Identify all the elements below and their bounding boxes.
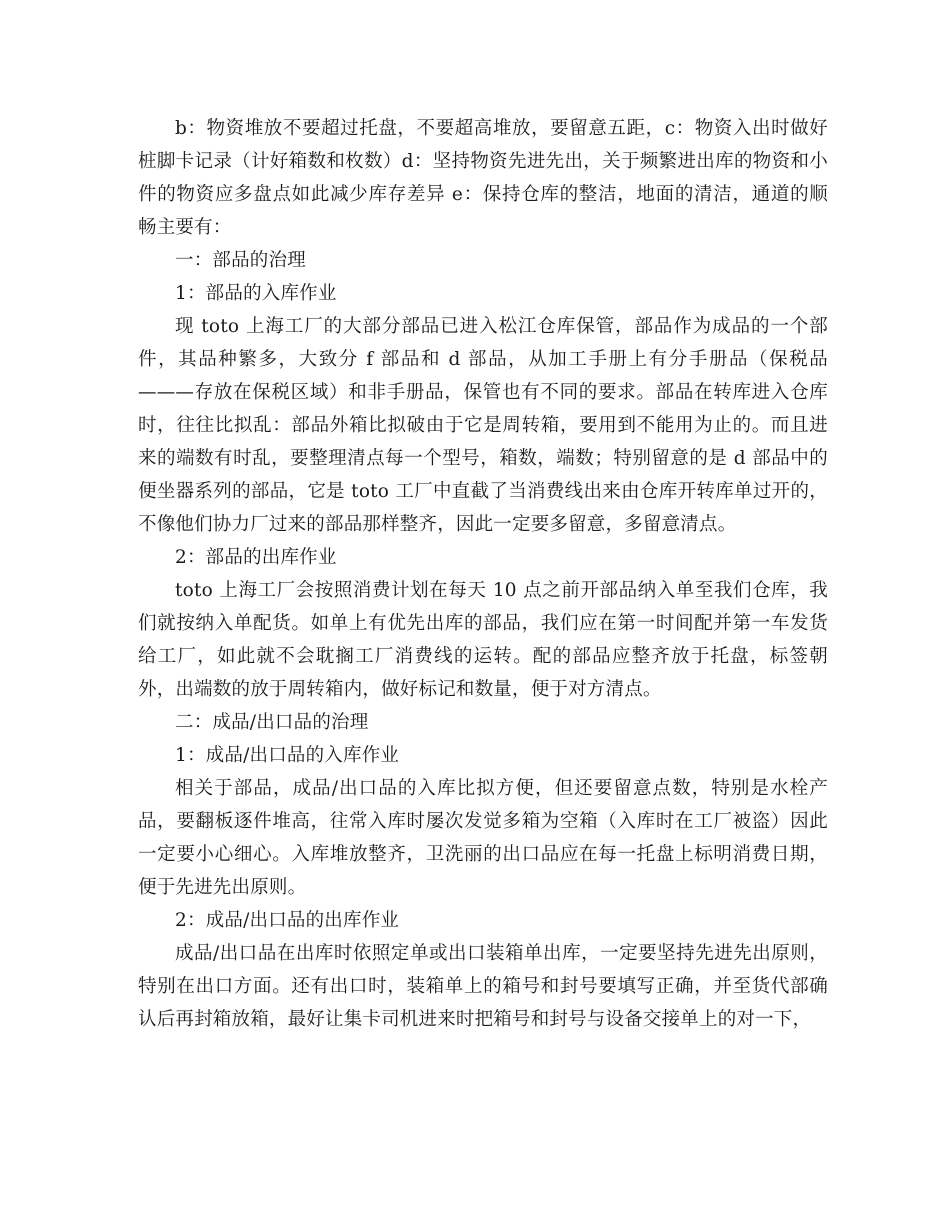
section-heading-finished-goods: 二：成品/出口品的治理 [175, 712, 369, 733]
subheading-finished-outbound: 2：成品/出口品的出库作业 [175, 910, 400, 931]
paragraph-finished-inbound: 相关于部品，成品/出口品的入库比拟方便，但还要留意点数，特别是水栓产品，要翻板逐件堆高，往常入库时屡次发觉多箱为空箱（入库时在工厂被盗）因此一定要小心细心。入库堆放整齐，卫洗丽的出口品应在每一托盘上标明消费日期，便于先进先出原则。 [138, 778, 828, 898]
paragraph-storage-rules: b：物资堆放不要超过托盘，不要超高堆放，要留意五距，c：物资入出时做好桩脚卡记录（计好箱数和枚数）d：坚持物资先进先出，关于频繁进出库的物资和小件的物资应多盘点如此减少库存差异 e：保持仓库的整洁，地面的清洁，通道的顺畅主要有： [138, 118, 828, 238]
document-body [138, 112, 828, 1036]
paragraph-parts-outbound: toto 上海工厂会按照消费计划在每天 10 点之前开部品纳入单至我们仓库，我们就按纳入单配货。如单上有优先出库的部品，我们应在第一时间配并第一车发货给工厂，如此就不会耽搁工厂消费线的运转。配的部品应整齐放于托盘，标签朝外，出端数的放于周转箱内，做好标记和数量，便于对方清点。 [138, 580, 828, 700]
subheading-parts-inbound: 1：部品的入库作业 [175, 283, 337, 304]
paragraph-parts-inbound: 现 toto 上海工厂的大部分部品已进入松江仓库保管，部品作为成品的一个部件，其品种繁多，大致分 f 部品和 d 部品，从加工手册上有分手册品（保税品———存放在保税区域）和非手册品，保管也有不同的要求。部品在转库进入仓库时，往往比拟乱：部品外箱比拟破由于它是周转箱，要用到不能用为止的。而且进来的端数有时乱，要整理清点每一个型号，箱数，端数；特别留意的是 d 部品中的便坐器系列的部品，它是 toto 工厂中直截了当消费线出来由仓库开转库单过开的，不像他们协力厂过来的部品那样整齐，因此一定要多留意，多留意清点。 [138, 316, 828, 535]
paragraph-finished-outbound: 成品/出口品在出库时依照定单或出口装箱单出库，一定要坚持先进先出原则，特别在出口方面。还有出口时，装箱单上的箱号和封号要填写正确，并至货代部确认后再封箱放箱，最好让集卡司机进来时把箱号和封号与设备交接单上的对一下， [138, 943, 828, 1030]
subheading-finished-inbound: 1：成品/出口品的入库作业 [175, 745, 400, 766]
subheading-parts-outbound: 2：部品的出库作业 [175, 547, 337, 568]
section-heading-parts-management: 一：部品的治理 [175, 250, 306, 271]
